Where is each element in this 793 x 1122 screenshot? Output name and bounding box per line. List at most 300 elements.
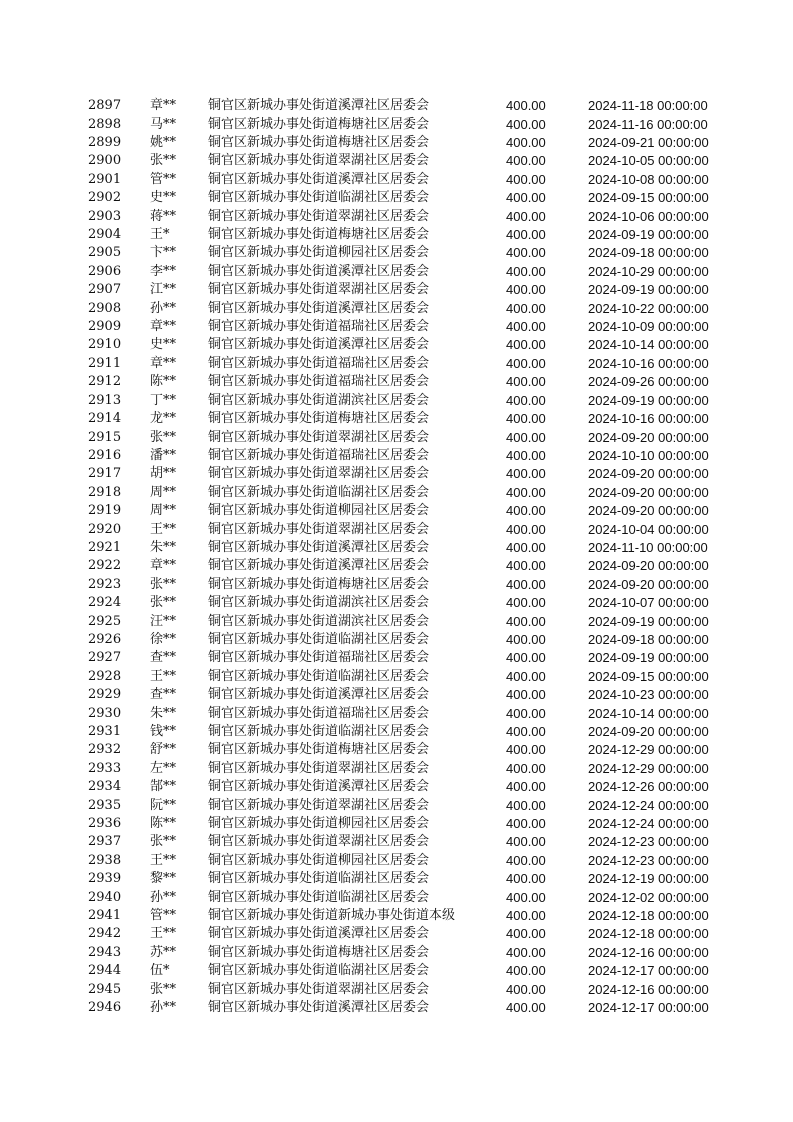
- unit-name: 铜官区新城办事处街道梅塘社区居委会: [208, 944, 430, 960]
- row-number: 2897: [88, 98, 122, 114]
- unit-name: 铜官区新城办事处街道福瑞社区居委会: [208, 374, 430, 390]
- unit-name: 铜官区新城办事处街道福瑞社区居委会: [208, 355, 430, 371]
- table-row: [88, 576, 718, 594]
- unit-name: 铜官区新城办事处街道翠湖社区居委会: [208, 834, 430, 850]
- row-number: 2919: [88, 503, 122, 519]
- table-row: [88, 189, 718, 207]
- table-row: [88, 318, 718, 336]
- person-name: 江**: [150, 282, 177, 298]
- row-number: 2921: [88, 539, 122, 555]
- unit-name: 铜官区新城办事处街道柳园社区居委会: [208, 503, 430, 519]
- issue-time: 2024-10-22 00:00:00: [588, 300, 709, 316]
- table-row: [88, 612, 718, 630]
- unit-name: 铜官区新城办事处街道柳园社区居委会: [208, 245, 430, 261]
- table-row: [88, 355, 718, 373]
- table-row: [88, 410, 718, 428]
- person-name: 龙**: [150, 411, 177, 427]
- issue-time: 2024-10-14 00:00:00: [588, 705, 709, 721]
- unit-name: 铜官区新城办事处街道梅塘社区居委会: [208, 576, 430, 592]
- person-name: 舒**: [150, 742, 177, 758]
- issue-time: 2024-09-20 00:00:00: [588, 576, 709, 592]
- row-number: 2932: [88, 742, 122, 758]
- amount: 400.00: [506, 631, 546, 647]
- amount: 400.00: [506, 521, 546, 537]
- row-number: 2916: [88, 447, 122, 463]
- row-number: 2941: [88, 908, 122, 924]
- unit-name: 铜官区新城办事处街道翠湖社区居委会: [208, 429, 430, 445]
- table-row: [88, 152, 718, 170]
- unit-name: 铜官区新城办事处街道溪潭社区居委会: [208, 300, 430, 316]
- row-number: 2938: [88, 852, 122, 868]
- unit-name: 铜官区新城办事处街道梅塘社区居委会: [208, 742, 430, 758]
- amount: 400.00: [506, 171, 546, 187]
- row-number: 2913: [88, 392, 122, 408]
- issue-time: 2024-11-18 00:00:00: [588, 98, 708, 114]
- table-row: [88, 796, 718, 814]
- row-number: 2929: [88, 687, 122, 703]
- table-row: [88, 207, 718, 225]
- unit-name: 铜官区新城办事处街道翠湖社区居委会: [208, 208, 430, 224]
- person-name: 黎**: [150, 871, 177, 887]
- issue-time: 2024-10-06 00:00:00: [588, 208, 709, 224]
- amount: 400.00: [506, 208, 546, 224]
- person-name: 查**: [150, 650, 177, 666]
- table-row: [88, 502, 718, 520]
- issue-time: 2024-10-23 00:00:00: [588, 687, 709, 703]
- table-row: [88, 244, 718, 262]
- table-row: [88, 171, 718, 189]
- person-name: 姚**: [150, 135, 177, 151]
- person-name: 周**: [150, 484, 177, 500]
- unit-name: 铜官区新城办事处街道翠湖社区居委会: [208, 282, 430, 298]
- table-row: [88, 999, 718, 1017]
- table-row: [88, 115, 718, 133]
- person-name: 马**: [150, 116, 177, 132]
- unit-name: 铜官区新城办事处街道临湖社区居委会: [208, 871, 430, 887]
- amount: 400.00: [506, 908, 546, 924]
- amount: 400.00: [506, 1000, 546, 1016]
- row-number: 2927: [88, 650, 122, 666]
- amount: 400.00: [506, 871, 546, 887]
- amount: 400.00: [506, 963, 546, 979]
- table-row: [88, 981, 718, 999]
- person-name: 管**: [150, 171, 177, 187]
- person-name: 孙**: [150, 1000, 177, 1016]
- person-name: 周**: [150, 503, 177, 519]
- unit-name: 铜官区新城办事处街道福瑞社区居委会: [208, 447, 430, 463]
- amount: 400.00: [506, 742, 546, 758]
- row-number: 2937: [88, 834, 122, 850]
- table-row: [88, 962, 718, 980]
- row-number: 2924: [88, 595, 122, 611]
- row-number: 2923: [88, 576, 122, 592]
- person-name: 史**: [150, 337, 177, 353]
- person-name: 徐**: [150, 631, 177, 647]
- person-name: 管**: [150, 908, 177, 924]
- row-number: 2898: [88, 116, 122, 132]
- unit-name: 铜官区新城办事处街道临湖社区居委会: [208, 484, 430, 500]
- unit-name: 铜官区新城办事处街道临湖社区居委会: [208, 631, 430, 647]
- table-row: [88, 281, 718, 299]
- unit-name: 铜官区新城办事处街道翠湖社区居委会: [208, 760, 430, 776]
- table-row: [88, 833, 718, 851]
- amount: 400.00: [506, 687, 546, 703]
- table-row: [88, 668, 718, 686]
- amount: 400.00: [506, 926, 546, 942]
- issue-time: 2024-09-20 00:00:00: [588, 429, 709, 445]
- unit-name: 铜官区新城办事处街道临湖社区居委会: [208, 724, 430, 740]
- table-row: [88, 299, 718, 317]
- table-row: [88, 925, 718, 943]
- amount: 400.00: [506, 190, 546, 206]
- issue-time: 2024-12-16 00:00:00: [588, 981, 709, 997]
- person-name: 朱**: [150, 705, 177, 721]
- person-name: 阮**: [150, 797, 177, 813]
- row-number: 2946: [88, 1000, 122, 1016]
- table-row: [88, 428, 718, 446]
- unit-name: 铜官区新城办事处街道临湖社区居委会: [208, 668, 430, 684]
- person-name: 王*: [150, 227, 170, 243]
- issue-time: 2024-09-20 00:00:00: [588, 503, 709, 519]
- table-row: [88, 447, 718, 465]
- unit-name: 铜官区新城办事处街道新城办事处街道本级: [208, 908, 456, 924]
- amount: 400.00: [506, 539, 546, 555]
- unit-name: 铜官区新城办事处街道翠湖社区居委会: [208, 521, 430, 537]
- person-name: 汪**: [150, 613, 177, 629]
- table-row: [88, 686, 718, 704]
- row-number: 2900: [88, 153, 122, 169]
- row-number: 2907: [88, 282, 122, 298]
- amount: 400.00: [506, 576, 546, 592]
- amount: 400.00: [506, 779, 546, 795]
- person-name: 张**: [150, 981, 177, 997]
- table-row: [88, 907, 718, 925]
- amount: 400.00: [506, 263, 546, 279]
- amount: 400.00: [506, 484, 546, 500]
- row-number: 2915: [88, 429, 122, 445]
- issue-time: 2024-09-19 00:00:00: [588, 650, 709, 666]
- table-row: [88, 760, 718, 778]
- amount: 400.00: [506, 981, 546, 997]
- unit-name: 铜官区新城办事处街道临湖社区居委会: [208, 190, 430, 206]
- issue-time: 2024-11-10 00:00:00: [588, 539, 708, 555]
- amount: 400.00: [506, 411, 546, 427]
- person-name: 陈**: [150, 816, 177, 832]
- unit-name: 铜官区新城办事处街道梅塘社区居委会: [208, 227, 430, 243]
- person-name: 章**: [150, 558, 177, 574]
- issue-time: 2024-10-16 00:00:00: [588, 411, 709, 427]
- table-row: [88, 263, 718, 281]
- table-row: [88, 97, 718, 115]
- issue-time: 2024-12-29 00:00:00: [588, 760, 709, 776]
- unit-name: 铜官区新城办事处街道溪潭社区居委会: [208, 98, 430, 114]
- row-number: 2899: [88, 135, 122, 151]
- unit-name: 铜官区新城办事处街道梅塘社区居委会: [208, 135, 430, 151]
- unit-name: 铜官区新城办事处街道溪潭社区居委会: [208, 337, 430, 353]
- person-name: 王**: [150, 926, 177, 942]
- person-name: 潘**: [150, 447, 177, 463]
- amount: 400.00: [506, 337, 546, 353]
- person-name: 苏**: [150, 944, 177, 960]
- table-row: [88, 870, 718, 888]
- amount: 400.00: [506, 429, 546, 445]
- row-number: 2936: [88, 816, 122, 832]
- amount: 400.00: [506, 613, 546, 629]
- row-number: 2909: [88, 319, 122, 335]
- issue-time: 2024-10-10 00:00:00: [588, 447, 709, 463]
- person-name: 张**: [150, 834, 177, 850]
- unit-name: 铜官区新城办事处街道溪潭社区居委会: [208, 1000, 430, 1016]
- issue-time: 2024-09-19 00:00:00: [588, 613, 709, 629]
- row-number: 2910: [88, 337, 122, 353]
- amount: 400.00: [506, 282, 546, 298]
- row-number: 2908: [88, 300, 122, 316]
- unit-name: 铜官区新城办事处街道临湖社区居委会: [208, 889, 430, 905]
- unit-name: 铜官区新城办事处街道溪潭社区居委会: [208, 926, 430, 942]
- amount: 400.00: [506, 558, 546, 574]
- person-name: 章**: [150, 319, 177, 335]
- person-name: 朱**: [150, 539, 177, 555]
- unit-name: 铜官区新城办事处街道福瑞社区居委会: [208, 650, 430, 666]
- table-row: [88, 226, 718, 244]
- table-row: [88, 704, 718, 722]
- row-number: 2935: [88, 797, 122, 813]
- amount: 400.00: [506, 466, 546, 482]
- issue-time: 2024-12-24 00:00:00: [588, 797, 709, 813]
- row-number: 2922: [88, 558, 122, 574]
- row-number: 2945: [88, 981, 122, 997]
- row-number: 2918: [88, 484, 122, 500]
- issue-time: 2024-11-16 00:00:00: [588, 116, 708, 132]
- person-name: 章**: [150, 355, 177, 371]
- row-number: 2943: [88, 944, 122, 960]
- row-number: 2911: [88, 355, 122, 371]
- issue-time: 2024-10-16 00:00:00: [588, 355, 709, 371]
- person-name: 张**: [150, 595, 177, 611]
- person-name: 王**: [150, 668, 177, 684]
- unit-name: 铜官区新城办事处街道翠湖社区居委会: [208, 466, 430, 482]
- table-row: [88, 134, 718, 152]
- unit-name: 铜官区新城办事处街道柳园社区居委会: [208, 852, 430, 868]
- person-name: 伍*: [150, 963, 170, 979]
- amount: 400.00: [506, 319, 546, 335]
- issue-time: 2024-12-23 00:00:00: [588, 834, 709, 850]
- unit-name: 铜官区新城办事处街道溪潭社区居委会: [208, 171, 430, 187]
- row-number: 2934: [88, 779, 122, 795]
- person-name: 孙**: [150, 300, 177, 316]
- person-name: 张**: [150, 153, 177, 169]
- issue-time: 2024-10-05 00:00:00: [588, 153, 709, 169]
- row-number: 2920: [88, 521, 122, 537]
- row-number: 2904: [88, 227, 122, 243]
- person-name: 左**: [150, 760, 177, 776]
- unit-name: 铜官区新城办事处街道翠湖社区居委会: [208, 153, 430, 169]
- amount: 400.00: [506, 98, 546, 114]
- row-number: 2930: [88, 705, 122, 721]
- person-name: 郜**: [150, 779, 177, 795]
- issue-time: 2024-09-19 00:00:00: [588, 392, 709, 408]
- unit-name: 铜官区新城办事处街道福瑞社区居委会: [208, 319, 430, 335]
- issue-time: 2024-12-17 00:00:00: [588, 1000, 709, 1016]
- amount: 400.00: [506, 135, 546, 151]
- person-name: 李**: [150, 263, 177, 279]
- person-name: 丁**: [150, 392, 177, 408]
- issue-time: 2024-12-29 00:00:00: [588, 742, 709, 758]
- unit-name: 铜官区新城办事处街道福瑞社区居委会: [208, 705, 430, 721]
- table-row: [88, 557, 718, 575]
- issue-time: 2024-12-17 00:00:00: [588, 963, 709, 979]
- amount: 400.00: [506, 852, 546, 868]
- row-number: 2905: [88, 245, 122, 261]
- issue-time: 2024-10-29 00:00:00: [588, 263, 709, 279]
- table-row: [88, 944, 718, 962]
- table-row: [88, 520, 718, 538]
- unit-name: 铜官区新城办事处街道溪潭社区居委会: [208, 539, 430, 555]
- amount: 400.00: [506, 503, 546, 519]
- amount: 400.00: [506, 392, 546, 408]
- row-number: 2914: [88, 411, 122, 427]
- person-name: 王**: [150, 521, 177, 537]
- issue-time: 2024-09-15 00:00:00: [588, 668, 709, 684]
- records-table-body: [88, 97, 718, 1017]
- table-row: [88, 392, 718, 410]
- person-name: 钱**: [150, 724, 177, 740]
- table-row: [88, 539, 718, 557]
- table-row: [88, 631, 718, 649]
- issue-time: 2024-09-19 00:00:00: [588, 227, 709, 243]
- issue-time: 2024-09-20 00:00:00: [588, 466, 709, 482]
- row-number: 2931: [88, 724, 122, 740]
- row-number: 2912: [88, 374, 122, 390]
- amount: 400.00: [506, 595, 546, 611]
- amount: 400.00: [506, 153, 546, 169]
- row-number: 2926: [88, 631, 122, 647]
- person-name: 蒋**: [150, 208, 177, 224]
- issue-time: 2024-10-09 00:00:00: [588, 319, 709, 335]
- person-name: 胡**: [150, 466, 177, 482]
- table-row: [88, 373, 718, 391]
- table-row: [88, 888, 718, 906]
- table-row: [88, 594, 718, 612]
- issue-time: 2024-12-23 00:00:00: [588, 852, 709, 868]
- issue-time: 2024-09-18 00:00:00: [588, 631, 709, 647]
- row-number: 2901: [88, 171, 122, 187]
- unit-name: 铜官区新城办事处街道湖滨社区居委会: [208, 392, 430, 408]
- unit-name: 铜官区新城办事处街道梅塘社区居委会: [208, 116, 430, 132]
- row-number: 2933: [88, 760, 122, 776]
- row-number: 2925: [88, 613, 122, 629]
- table-row: [88, 484, 718, 502]
- amount: 400.00: [506, 650, 546, 666]
- amount: 400.00: [506, 300, 546, 316]
- person-name: 王**: [150, 852, 177, 868]
- person-name: 陈**: [150, 374, 177, 390]
- issue-time: 2024-09-20 00:00:00: [588, 724, 709, 740]
- row-number: 2902: [88, 190, 122, 206]
- issue-time: 2024-12-18 00:00:00: [588, 908, 709, 924]
- row-number: 2942: [88, 926, 122, 942]
- table-row: [88, 465, 718, 483]
- row-number: 2928: [88, 668, 122, 684]
- person-name: 张**: [150, 429, 177, 445]
- issue-time: 2024-12-24 00:00:00: [588, 816, 709, 832]
- amount: 400.00: [506, 760, 546, 776]
- unit-name: 铜官区新城办事处街道临湖社区居委会: [208, 963, 430, 979]
- issue-time: 2024-10-14 00:00:00: [588, 337, 709, 353]
- row-number: 2940: [88, 889, 122, 905]
- person-name: 查**: [150, 687, 177, 703]
- person-name: 史**: [150, 190, 177, 206]
- amount: 400.00: [506, 668, 546, 684]
- amount: 400.00: [506, 705, 546, 721]
- amount: 400.00: [506, 816, 546, 832]
- unit-name: 铜官区新城办事处街道翠湖社区居委会: [208, 981, 430, 997]
- issue-time: 2024-09-15 00:00:00: [588, 190, 709, 206]
- issue-time: 2024-12-16 00:00:00: [588, 944, 709, 960]
- issue-time: 2024-12-26 00:00:00: [588, 779, 709, 795]
- amount: 400.00: [506, 944, 546, 960]
- issue-time: 2024-10-07 00:00:00: [588, 595, 709, 611]
- table-row: [88, 723, 718, 741]
- unit-name: 铜官区新城办事处街道溪潭社区居委会: [208, 558, 430, 574]
- issue-time: 2024-09-26 00:00:00: [588, 374, 709, 390]
- row-number: 2903: [88, 208, 122, 224]
- table-row: [88, 815, 718, 833]
- amount: 400.00: [506, 227, 546, 243]
- amount: 400.00: [506, 834, 546, 850]
- amount: 400.00: [506, 355, 546, 371]
- person-name: 孙**: [150, 889, 177, 905]
- amount: 400.00: [506, 245, 546, 261]
- person-name: 卞**: [150, 245, 177, 261]
- unit-name: 铜官区新城办事处街道溪潭社区居委会: [208, 779, 430, 795]
- unit-name: 铜官区新城办事处街道湖滨社区居委会: [208, 613, 430, 629]
- table-row: [88, 649, 718, 667]
- issue-time: 2024-10-08 00:00:00: [588, 171, 709, 187]
- table-row: [88, 852, 718, 870]
- issue-time: 2024-09-20 00:00:00: [588, 558, 709, 574]
- unit-name: 铜官区新城办事处街道梅塘社区居委会: [208, 411, 430, 427]
- row-number: 2917: [88, 466, 122, 482]
- table-row: [88, 778, 718, 796]
- person-name: 张**: [150, 576, 177, 592]
- issue-time: 2024-09-21 00:00:00: [588, 135, 709, 151]
- amount: 400.00: [506, 724, 546, 740]
- unit-name: 铜官区新城办事处街道翠湖社区居委会: [208, 797, 430, 813]
- unit-name: 铜官区新城办事处街道溪潭社区居委会: [208, 687, 430, 703]
- row-number: 2906: [88, 263, 122, 279]
- issue-time: 2024-09-20 00:00:00: [588, 484, 709, 500]
- unit-name: 铜官区新城办事处街道溪潭社区居委会: [208, 263, 430, 279]
- unit-name: 铜官区新城办事处街道湖滨社区居委会: [208, 595, 430, 611]
- person-name: 章**: [150, 98, 177, 114]
- unit-name: 铜官区新城办事处街道柳园社区居委会: [208, 816, 430, 832]
- issue-time: 2024-12-19 00:00:00: [588, 871, 709, 887]
- issue-time: 2024-12-18 00:00:00: [588, 926, 709, 942]
- issue-time: 2024-09-19 00:00:00: [588, 282, 709, 298]
- issue-time: 2024-12-02 00:00:00: [588, 889, 709, 905]
- amount: 400.00: [506, 447, 546, 463]
- amount: 400.00: [506, 374, 546, 390]
- table-row: [88, 741, 718, 759]
- records-table: [88, 97, 718, 1017]
- table-row: [88, 336, 718, 354]
- issue-time: 2024-10-04 00:00:00: [588, 521, 709, 537]
- amount: 400.00: [506, 797, 546, 813]
- amount: 400.00: [506, 116, 546, 132]
- row-number: 2939: [88, 871, 122, 887]
- amount: 400.00: [506, 889, 546, 905]
